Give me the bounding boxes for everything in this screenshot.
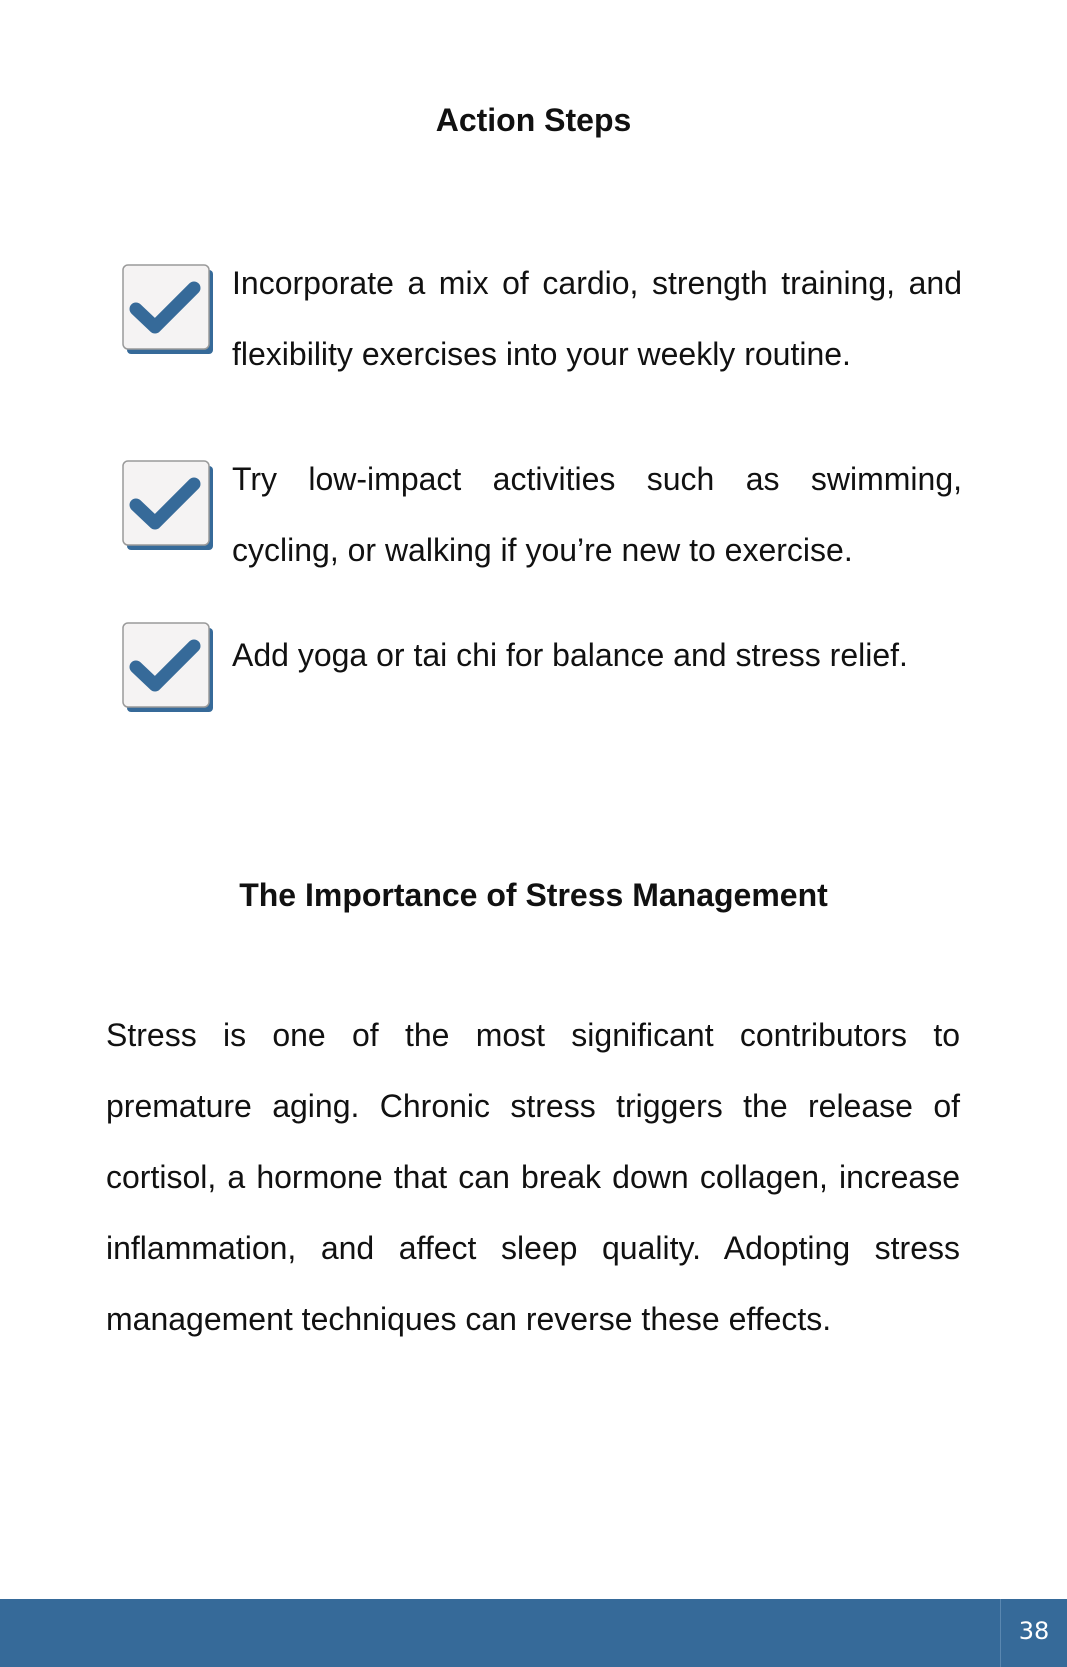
action-steps-heading: Action Steps xyxy=(435,102,632,138)
action-step-text: Add yoga or tai chi for balance and stress relief. xyxy=(232,637,908,673)
page-number: 38 xyxy=(1000,1599,1067,1667)
stress-paragraph: Stress is one of the most significant contributors to premature aging. Chronic stress triggers the release of cortisol, a hormone that can break down collagen, increase inflammation, and affect sleep quality. Adopting stress management techniques can reverse these effects. xyxy=(106,1017,960,1337)
checked-checkbox-icon xyxy=(122,460,214,552)
checked-checkbox-icon xyxy=(122,264,214,356)
action-step-text: Try low-impact activities such as swimming, cycling, or walking if you’re new to exercise. xyxy=(232,461,962,568)
footer-bar xyxy=(0,1599,1067,1667)
action-step-text: Incorporate a mix of cardio, strength training, and flexibility exercises into your weekly routine. xyxy=(232,265,962,372)
checked-checkbox-icon xyxy=(122,622,214,714)
stress-management-heading: The Importance of Stress Management xyxy=(239,877,828,913)
